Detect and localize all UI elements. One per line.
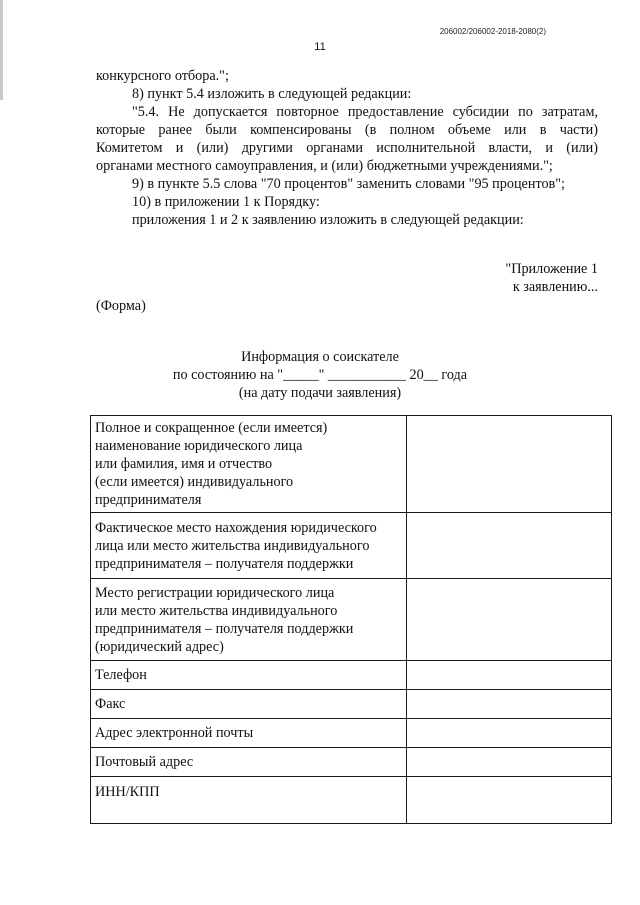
table-row xyxy=(91,690,612,719)
page-number: 11 xyxy=(314,41,326,53)
field-value-fax[interactable] xyxy=(407,690,612,719)
field-label-full-name: Полное и сокращенное (если имеется) наименование юридического лица или фамилия, имя и отчество (если имеется) индивидуального предпринимателя xyxy=(91,416,407,513)
table-row xyxy=(91,579,612,661)
field-label-phone: Телефон xyxy=(91,661,407,690)
paragraph-line: Комитетом и (или) другими органами исполнительной власти, и (или) xyxy=(96,140,598,156)
applicant-info-table xyxy=(90,415,612,824)
field-label-email: Адрес электронной почты xyxy=(91,719,407,748)
table-row xyxy=(91,661,612,690)
table-row xyxy=(91,416,612,513)
form-date-note: (на дату подачи заявления) xyxy=(238,385,402,401)
field-value-postal-address[interactable] xyxy=(407,748,612,777)
text-line: конкурсного отбора."; xyxy=(96,68,229,84)
field-label-fax: Факс xyxy=(91,690,407,719)
paragraph-line: "5.4. Не допускается повторное предоставление субсидии по затратам, xyxy=(132,104,598,120)
table-row xyxy=(91,777,612,824)
field-label-registration-address: Место регистрации юридического лица или место жительства индивидуального предпринимателя – получателя поддержки (юридический адрес) xyxy=(91,579,407,661)
paragraph-line: органами местного самоуправления, и (или) бюджетными учреждениями."; xyxy=(96,158,553,174)
form-label: (Форма) xyxy=(96,298,146,314)
text-line: 10) в приложении 1 к Порядку: xyxy=(132,194,320,210)
field-value-phone[interactable] xyxy=(407,661,612,690)
table-row xyxy=(91,748,612,777)
field-label-postal-address: Почтовый адрес xyxy=(91,748,407,777)
field-value-registration-address[interactable] xyxy=(407,579,612,661)
field-value-full-name[interactable] xyxy=(407,416,612,513)
field-value-email[interactable] xyxy=(407,719,612,748)
form-date-line: по состоянию на "_____" ___________ 20__ года xyxy=(172,367,468,383)
paragraph-line: которые ранее были компенсированы (в полном объеме или в части) xyxy=(96,122,598,138)
table-row xyxy=(91,719,612,748)
field-label-actual-location: Фактическое место нахождения юридического лица или место жительства индивидуального предпринимателя – получателя поддержки xyxy=(91,513,407,579)
text-line: 9) в пункте 5.5 слова "70 процентов" заменить словами "95 процентов"; xyxy=(132,176,565,192)
field-value-actual-location[interactable] xyxy=(407,513,612,579)
document-id: 206002/206002-2018-2080(2) xyxy=(439,27,546,36)
field-label-inn-kpp: ИНН/КПП xyxy=(91,777,407,824)
text-line: 8) пункт 5.4 изложить в следующей редакции: xyxy=(132,86,412,102)
table-row xyxy=(91,513,612,579)
appendix-label-line: "Приложение 1 xyxy=(505,261,598,277)
text-line: приложения 1 и 2 к заявлению изложить в следующей редакции: xyxy=(132,212,524,228)
form-title: Информация о соискателе xyxy=(241,349,399,365)
appendix-label-line: к заявлению... xyxy=(512,279,598,295)
field-value-inn-kpp[interactable] xyxy=(407,777,612,824)
